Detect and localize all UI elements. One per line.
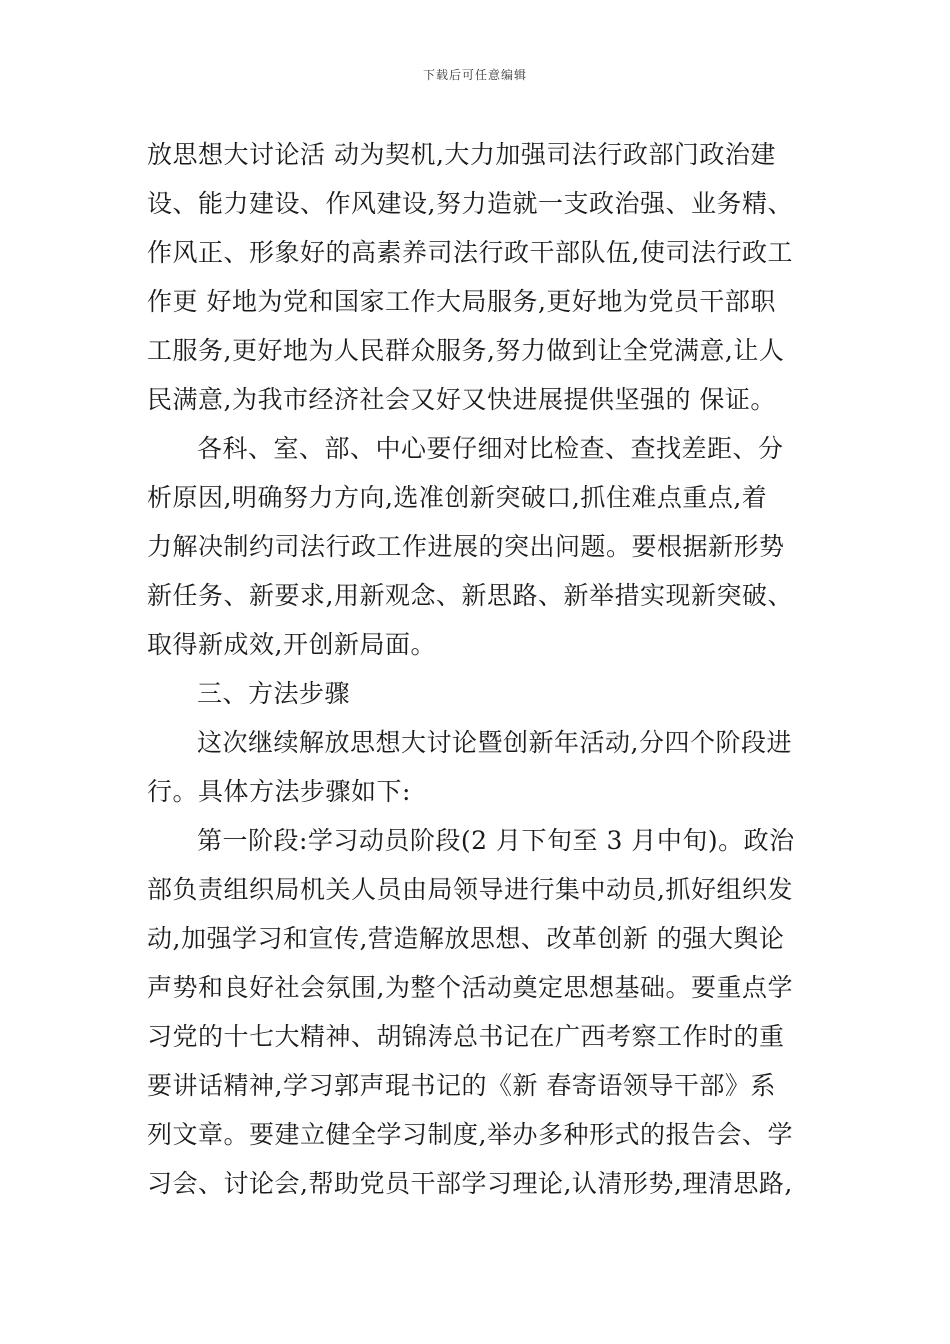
text-line: 部负责组织局机关人员由局领导进行集中动员,抓好组织发 xyxy=(147,875,793,904)
text-line: 放思想大讨论活 动为契机,大力加强司法行政部门政治建 xyxy=(147,140,776,169)
text-line: 取得新成效,开创新局面。 xyxy=(147,630,436,659)
paragraph-start-line: 各科、室、部、中心要仔细对比检查、查找差距、分 xyxy=(197,434,784,463)
text-line: 工服务,更好地为人民群众服务,努力做到让全党满意,让人 xyxy=(147,336,785,365)
paragraph-start-line: 第一阶段:学习动员阶段(2 月下旬至 3 月中旬)。政治 xyxy=(197,826,795,855)
paragraph-start-line: 这次继续解放思想大讨论暨创新年活动,分四个阶段进 xyxy=(197,728,792,757)
text-line: 作风正、形象好的高素养司法行政干部队伍,使司法行政工 xyxy=(147,238,793,267)
text-line: 民满意,为我市经济社会又好又快进展提供坚强的 保证。 xyxy=(147,385,776,414)
text-line: 析原因,明确努力方向,选准创新突破口,抓住难点重点,着 xyxy=(147,483,768,512)
section-heading: 三、方法步骤 xyxy=(197,679,351,708)
text-line: 习会、讨论会,帮助党员干部学习理论,认清形势,理清思路, xyxy=(147,1169,793,1198)
text-line: 动,加强学习和宣传,营造解放思想、改革创新 的强大舆论 xyxy=(147,924,785,953)
text-line: 声势和良好社会氛围,为整个活动奠定思想基础。要重点学 xyxy=(147,973,793,1002)
text-line: 习党的十七大精神、胡锦涛总书记在广西考察工作时的重 xyxy=(147,1022,785,1051)
text-line: 行。具体方法步骤如下: xyxy=(147,777,411,806)
page-header: 下载后可任意编辑 xyxy=(422,68,527,82)
text-line: 作更 好地为党和国家工作大局服务,更好地为党员干部职 xyxy=(147,287,776,316)
text-line: 要讲话精神,学习郭声琨书记的《新 春寄语领导干部》系 xyxy=(147,1071,776,1100)
document-body xyxy=(147,130,817,1208)
text-line: 列文章。要建立健全学习制度,举办多种形式的报告会、学 xyxy=(147,1120,793,1149)
text-line: 新任务、新要求,用新观念、新思路、新举措实现新突破、 xyxy=(147,581,793,610)
text-line: 设、能力建设、作风建设,努力造就一支政治强、业务精、 xyxy=(147,189,793,218)
text-line: 力解决制约司法行政工作进展的突出问题。要根据新形势 xyxy=(147,532,785,561)
